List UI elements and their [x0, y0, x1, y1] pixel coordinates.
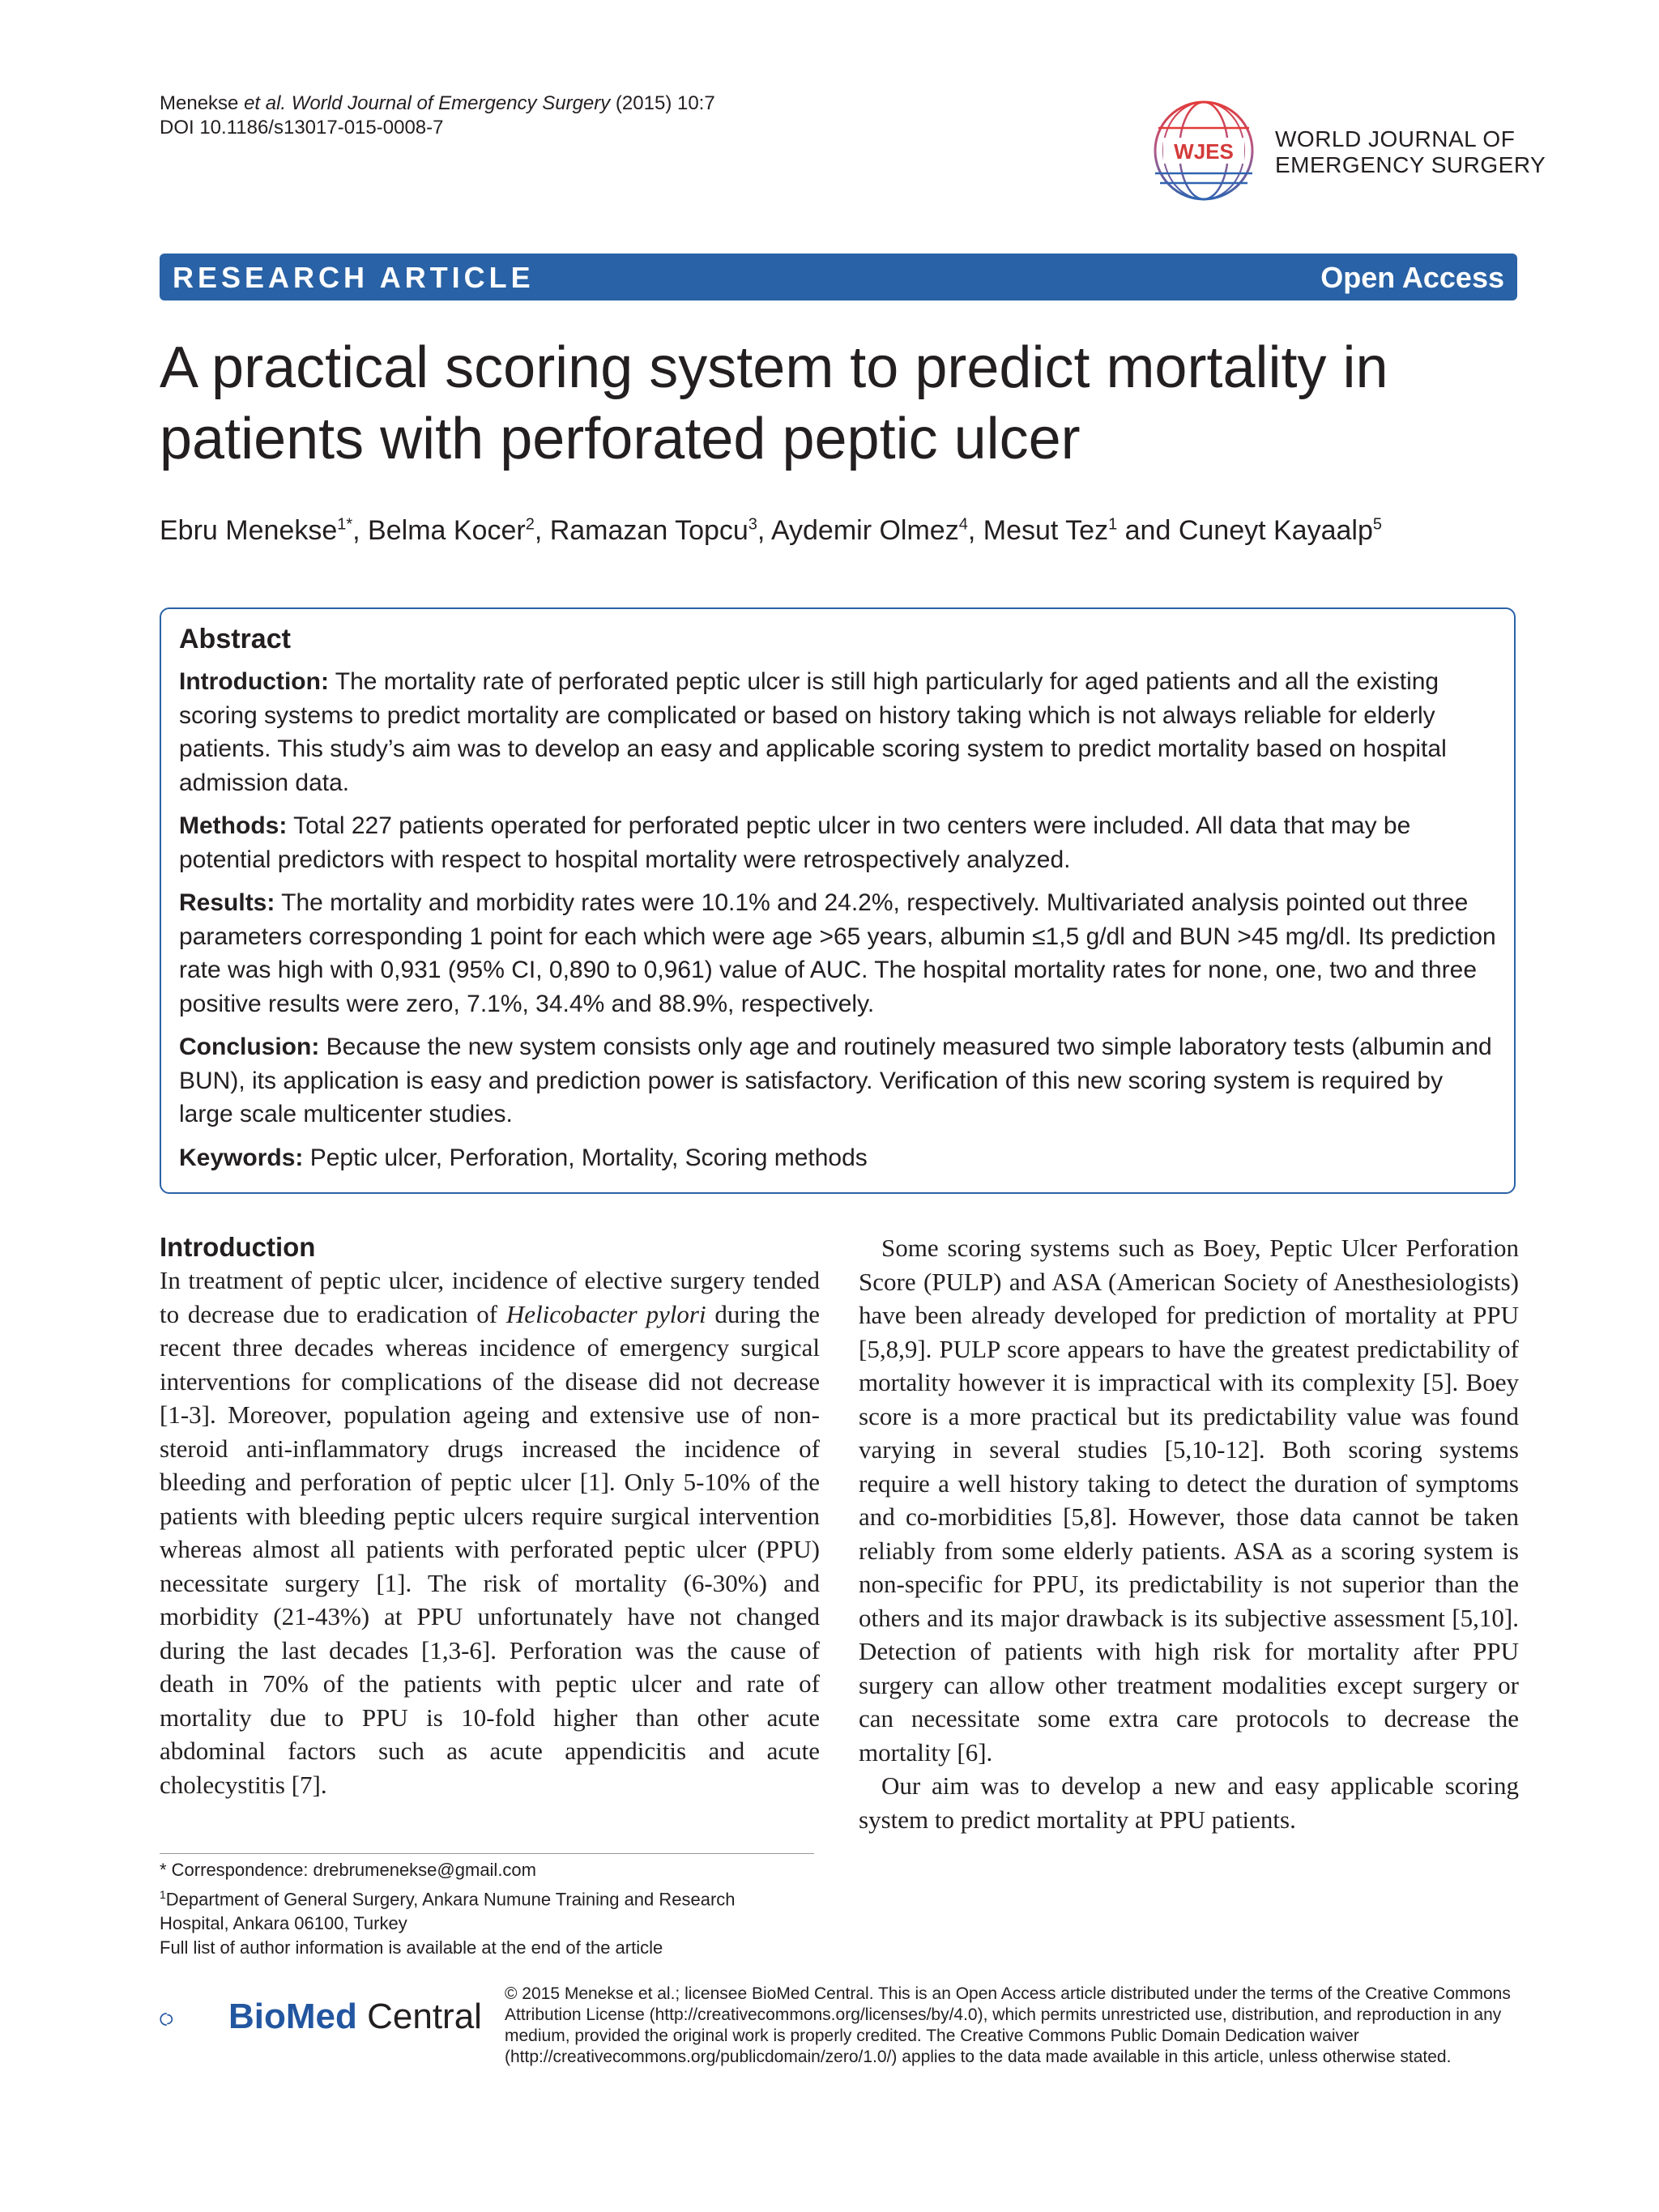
abstract-results: Results: The mortality and morbidity rates were 10.1% and 24.2%, respectively. Multivariated analysis pointed out three parameters corresponding 1 point for each which were age >65 years, albumin ≤1,5 g/dl and BUN >45 mg/dl. Its prediction rate was high with 0,931 (95% CI, 0,890 to 0,961) value of AUC. The hospital mortality rates for none, one, two and three positive results were zero, 7.1%, 34.4% and 88.9%, respectively.	[179, 889, 1496, 1017]
affiliation-cont: Hospital, Ankara 06100, Turkey	[160, 1913, 407, 1934]
article-title: A practical scoring system to predict mortality in patients with perforated peptic ulcer	[160, 335, 1388, 471]
abstract-methods: Methods: Total 227 patients operated for perforated peptic ulcer in two centers were included. All data that may be potential predictors with respect to hospital mortality were retrospectively analyzed.	[179, 812, 1411, 873]
footnote-divider	[160, 1853, 814, 1854]
author: Mesut Tez$^1$ and	[983, 515, 1179, 547]
license-statement: © 2015 Menekse et al.; licensee BioMed Central. This is an Open Access article distributed under the terms of the Creative Commons Attribution License (http://creativecommons.org/licenses/by/4.0), which permits unrestricted use, distribution, and reproduction in any medium, provided the original work is properly credited. The Creative Commons Public Domain Dedication waiver (http://creativecommons.org/publicdomain/zero/1.0/) applies to the data made available in this article, unless otherwise stated.	[505, 1984, 1511, 2066]
body-paragraph: Some scoring systems such as Boey, Peptic Ulcer Perforation Score (PULP) and ASA (American Society of Anesthesiologists) have been already developed for prediction of mortality at PPU [5,8,9]. PULP score appears to have the greatest predictability of mortality however it is impractical with its complexity [5]. Boey score is a more practical but its predictability value was found varying in several studies [5,10-12]. Both scoring systems require a well history taking to detect the duration of symptoms and co-morbidities [5,8]. However, those data cannot be taken reliably from some elderly patients. ASA as a scoring system is non-specific for PPU, its predictability is not superior than the others and its major drawback is its subjective assessment [5,10]. Detection of patients with high risk for mortality after PPU surgery can allow other treatment modalities except surgery or can necessitate some extra care protocols to decrease the mortality [6].	[859, 1234, 1519, 1767]
citation-line: Menekse et al. World Journal of Emergency Surgery (2015) 10:7	[160, 92, 715, 114]
journal-name: WORLD JOURNAL OF EMERGENCY SURGERY	[1275, 126, 1546, 177]
logo-text: WJES	[1174, 139, 1234, 164]
biomed-central-logo-icon	[160, 1987, 226, 2052]
intro-paragraph: In treatment of peptic ulcer, incidence of elective surgery tended to decrease due to eradication of Helicobacter pylori during the recent three decades whereas incidence of emergency surgical interventions for complications of the disease did not decrease [1-3]. Moreover, population ageing and extensive use of non-steroid anti-inflammatory drugs increased the incidence of bleeding and perforation of peptic ulcer [1]. Only 5-10% of the patients with bleeding peptic ulcers require surgical intervention whereas almost all patients with perforated peptic ulcer (PPU) necessitate surgery [1]. The risk of mortality (6-30%) and morbidity (21-43%) at PPU unfortunately have not changed during the last decades [1,3-6]. Perforation was the cause of death in 70% of the patients with peptic ulcer and rate of mortality due to PPU is 10-fold higher than other acute abdominal factors such as acute appendicitis and acute cholecystitis [7].	[160, 1266, 820, 1799]
author: Aydemir Olmez$^4$,	[770, 515, 983, 547]
wjes-logo-icon	[1149, 96, 1259, 206]
abstract-heading: Abstract	[179, 624, 291, 654]
affiliation: $^1$Department of General Surgery, Ankara Numune Training and Research	[160, 1888, 736, 1910]
body-right-column	[859, 1231, 1519, 1836]
body-left-column	[160, 1231, 820, 1801]
author: Ebru Menekse$^{1*}$,	[160, 515, 369, 547]
author: Belma Kocer$^2$,	[368, 515, 550, 547]
abstract-box	[160, 607, 1516, 1194]
author: Ramazan Topcu$^3$,	[549, 515, 771, 547]
open-access-label: Open Access	[1320, 261, 1504, 294]
author: Cuneyt Kayaalp$^5$	[1178, 515, 1382, 547]
body-paragraph: Our aim was to develop a new and easy applicable scoring system to predict mortality at PPU patients.	[859, 1771, 1519, 1834]
section-heading-introduction: Introduction	[160, 1232, 316, 1262]
footnotes	[160, 1858, 824, 1960]
correspondence: * Correspondence: drebrumenekse@gmail.com	[160, 1860, 536, 1880]
publisher-name: BioMed Central	[228, 1997, 482, 2036]
abstract-introduction: Introduction: The mortality rate of perforated peptic ulcer is still high particularly for aged patients and all the existing scoring systems to predict mortality are complicated or based on history taking which is not always reliable for elderly patients. This study’s aim was to develop an easy and applicable scoring system to predict mortality based on hospital admission data.	[179, 668, 1447, 796]
citation-block	[160, 92, 715, 140]
doi: DOI 10.1186/s13017-015-0008-7	[160, 117, 444, 139]
author-info-note: Full list of author information is available at the end of the article	[160, 1937, 663, 1958]
abstract-conclusion: Conclusion: Because the new system consists only age and routinely measured two simple laboratory tests (albumin and BUN), its application is easy and prediction power is satisfactory. Verification of this new scoring system is required by large scale multicenter studies.	[179, 1034, 1492, 1127]
article-banner	[160, 254, 1517, 300]
article-type: RESEARCH ARTICLE	[173, 261, 535, 294]
author-list	[160, 509, 1382, 547]
abstract-keywords: Keywords: Peptic ulcer, Perforation, Mortality, Scoring methods	[179, 1144, 868, 1171]
